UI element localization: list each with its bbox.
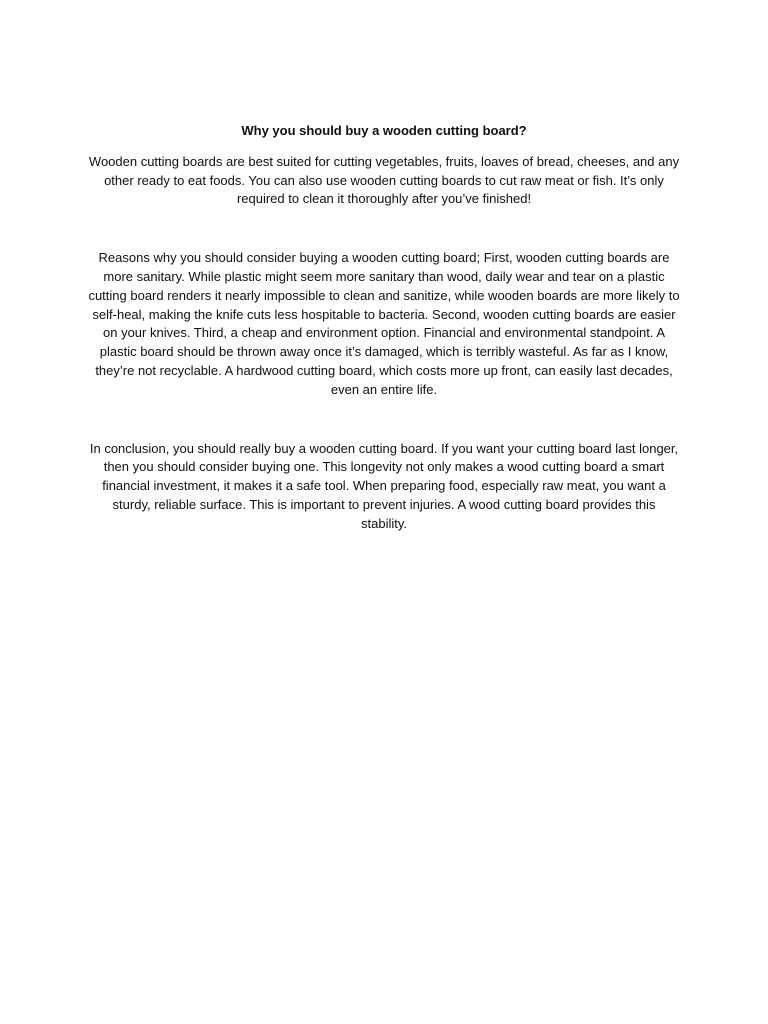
document-body bbox=[88, 122, 680, 534]
document-title: Why you should buy a wooden cutting board? bbox=[241, 123, 527, 138]
paragraph-conclusion: In conclusion, you should really buy a wooden cutting board. If you want your cutting board last longer, then you should consider buying one. This longevity not only makes a wood cutting board a smart financial investment, it makes it a safe tool. When preparing food, especially raw meat, you want a sturdy, reliable surface. This is important to prevent injuries. A wood cutting board provides this stability. bbox=[89, 440, 679, 531]
paragraph-intro: Wooden cutting boards are best suited for cutting vegetables, fruits, loaves of bread, cheeses, and any other ready to eat foods. You can also use wooden cutting boards to cut raw meat or fish. It’s only required to clean it thoroughly after you’ve finished! bbox=[88, 153, 680, 207]
paragraph-reasons: Reasons why you should consider buying a wooden cutting board; First, wooden cutting boards are more sanitary. While plastic might seem more sanitary than wood, daily wear and tear on a plastic cutting board renders it nearly impossible to clean and sanitize, while wooden boards are more likely to self-heal, making the knife cuts less hospitable to bacteria. Second, wooden cutting boards are easier on your knives. Third, a cheap and environment option. Financial and environmental standpoint. A plastic board should be thrown away once it’s damaged, which is terribly wasteful. As far as I know, they’re not recyclable. A hardwood cutting board, which costs more up front, can easily last decades, even an entire life. bbox=[88, 250, 680, 397]
